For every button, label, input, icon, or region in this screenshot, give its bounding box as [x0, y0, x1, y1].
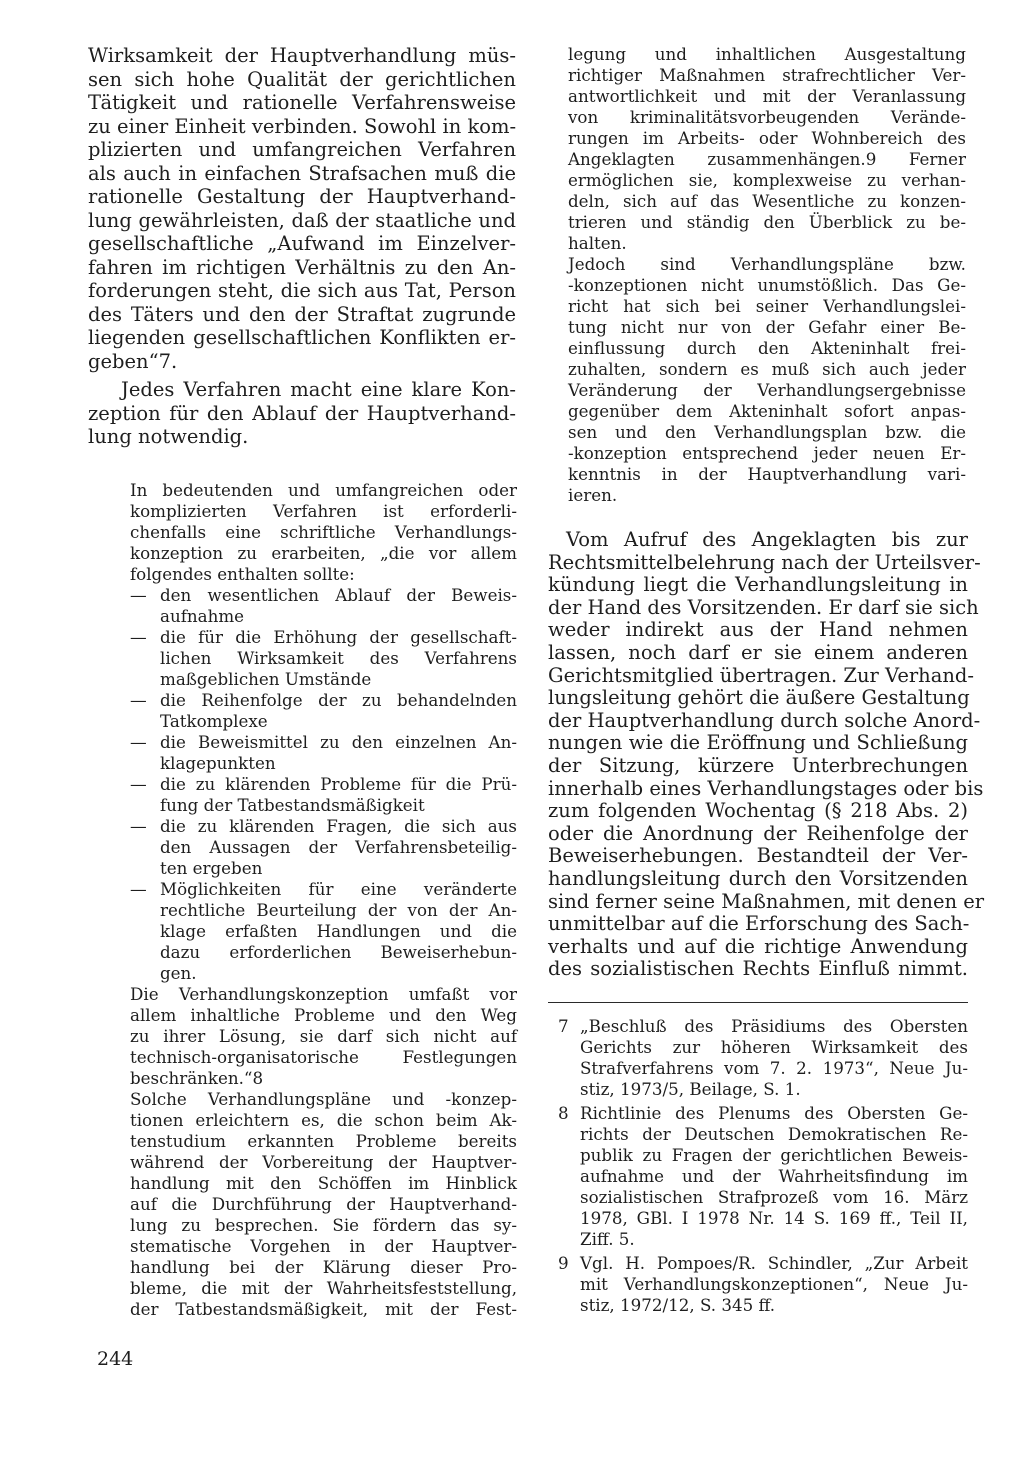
footnote-number: 8	[558, 1103, 569, 1123]
footnote-line: Richtlinie des Plenums des Obersten Ge-	[580, 1103, 968, 1123]
quote-line: während der Vorbereitung der Hauptver-	[130, 1152, 517, 1172]
footnote-line: 1978, GBl. I 1978 Nr. 14 S. 169 ff., Teil II,	[580, 1208, 968, 1228]
intro-paragraph-line: liegenden gesellschaftlichen Konflikten er-	[88, 326, 516, 349]
intro-paragraph-line: als auch in einfachen Strafsachen muß die	[88, 161, 516, 185]
list-item-line: die zu klärenden Probleme für die Prü-	[160, 774, 517, 794]
quote-line: der Tatbestandsmäßigkeit, mit der Fest-	[130, 1299, 517, 1319]
paragraph-line: des sozialistischen Rechts Einfluß nimmt.	[548, 957, 968, 981]
list-item-line: rechtliche Beurteilung der von der An-	[160, 900, 517, 920]
quote-line: folgendes enthalten sollte:	[130, 564, 355, 584]
paragraph-line: unmittelbar auf die Erforschung des Sach-	[548, 912, 970, 936]
list-item-line: klagepunkten	[160, 753, 276, 773]
list-item-line: maßgeblichen Umstände	[160, 669, 372, 689]
paragraph-line: der Sitzung, kürzere Unterbrechungen	[548, 754, 968, 777]
paragraph-line: einflussung durch den Akteninhalt frei-	[568, 338, 966, 358]
quote-line: handlung bei der Klärung dieser Pro-	[130, 1257, 517, 1277]
paragraph-line: trieren und ständig den Überblick zu be-	[568, 212, 966, 232]
paragraph-line: Rechtsmittelbelehrung nach der Urteilsver-	[548, 550, 981, 574]
paragraph-line: legung und inhaltlichen Ausgestaltung	[568, 44, 966, 64]
paragraph-line: ermöglichen sie, komplexweise zu verhan-	[568, 170, 966, 190]
intro-paragraph-line: Tätigkeit und rationelle Verfahrensweise	[88, 91, 516, 114]
paragraph-line: zuhalten, sondern es muß sich auch jeder	[568, 359, 966, 379]
quote-line: auf die Durchführung der Hauptverhand-	[130, 1194, 517, 1214]
footnote-line: Gerichts zur höheren Wirksamkeit des	[580, 1037, 968, 1057]
quote-line: tenstudium erkannten Probleme bereits	[130, 1131, 517, 1151]
footnote-line: Strafverfahrens vom 7. 2. 1973“, Neue Ju-	[580, 1058, 968, 1078]
footnote-line: Vgl. H. Pompoes/R. Schindler, „Zur Arbeit	[580, 1253, 968, 1273]
intro-paragraph-line: des Täters und den der Straftat zugrunde	[88, 302, 516, 326]
quote-line: zu ihrer Lösung, sie darf sich nicht auf	[130, 1026, 517, 1046]
footnote-line: richts der Deutschen Demokratischen Re-	[580, 1124, 968, 1144]
paragraph-line: ieren.	[568, 485, 618, 505]
footnote-line: aufnahme und der Wahrheitsfindung im	[580, 1166, 968, 1186]
paragraph-line: von kriminalitätsvorbeugenden Verände-	[568, 107, 966, 127]
paragraph-line: antwortlichkeit und mit der Veranlassung	[568, 86, 966, 106]
paragraph-line: richtiger Maßnahmen strafrechtlicher Ver-	[568, 65, 966, 85]
intro-paragraph-line: zu einer Einheit verbinden. Sowohl in kom-	[88, 114, 517, 138]
quote-line: allem inhaltliche Probleme und den Weg	[130, 1005, 517, 1025]
footnote-line: stiz, 1972/12, S. 345 ff.	[580, 1295, 776, 1315]
footnote-line: stiz, 1973/5, Beilage, S. 1.	[580, 1079, 801, 1099]
quote-line: tionen erleichtern es, die schon beim Ak-	[130, 1110, 517, 1130]
list-item-line: Tatkomplexe	[160, 711, 268, 731]
list-item-line: lichen Wirksamkeit des Verfahrens	[160, 648, 517, 668]
footnote-separator	[548, 1002, 968, 1003]
list-item-line: aufnahme	[160, 606, 245, 626]
paragraph-line: sen und den Verhandlungsplan bzw. die	[568, 422, 966, 442]
list-item-line: die für die Erhöhung der gesellschaft-	[160, 627, 517, 647]
intro-paragraph-line: gesellschaftliche „Aufwand im Einzelver-	[88, 232, 516, 255]
list-dash: —	[130, 879, 147, 899]
paragraph-line: sind ferner seine Maßnahmen, mit denen er	[548, 889, 985, 913]
paragraph-line: oder die Anordnung der Reihenfolge der	[548, 821, 968, 845]
paragraph-line: gegenüber dem Akteninhalt sofort anpas-	[568, 401, 966, 421]
footnote-line: sozialistischen Strafprozeß vom 16. März	[580, 1187, 968, 1207]
paragraph-line: zum folgenden Wochentag (§ 218 Abs. 2)	[548, 799, 968, 823]
quote-line: konzeption zu erarbeiten, „die vor allem	[130, 543, 517, 563]
paragraph-line: nungen wie die Eröffnung und Schließung	[548, 731, 968, 755]
intro-paragraph-line: fahren im richtigen Verhältnis zu den An-	[88, 255, 516, 279]
paragraph-line: weder indirekt aus der Hand nehmen	[548, 618, 968, 642]
intro-paragraph-line: geben“7.	[88, 349, 178, 373]
list-item-line: klage erfaßten Handlungen und die	[160, 921, 517, 941]
paragraph-line: -konzeptionen nicht unumstößlich. Das Ge-	[568, 275, 966, 295]
footnote-line: mit Verhandlungskonzeptionen“, Neue Ju-	[580, 1274, 968, 1294]
intro-paragraph-line: Wirksamkeit der Hauptverhandlung müs-	[88, 44, 516, 67]
paragraph-line: lungsleitung gehört die äußere Gestaltung	[548, 686, 970, 710]
list-dash: —	[130, 732, 147, 752]
list-item-line: dazu erforderlichen Beweiserhebun-	[160, 942, 517, 962]
paragraph-line: Veränderung der Verhandlungsergebnisse	[568, 380, 966, 400]
quote-line: bleme, die mit der Wahrheitsfeststellung,	[130, 1278, 517, 1298]
quote-line: beschränken.“8	[130, 1068, 264, 1088]
paragraph-line: rungen im Arbeits- oder Wohnbereich des	[568, 128, 966, 148]
list-item-line: Möglichkeiten für eine veränderte	[160, 879, 517, 899]
list-item-line: gen.	[160, 963, 197, 983]
paragraph-line: verhalts und auf die richtige Anwendung	[548, 934, 968, 958]
list-item-line: die zu klärenden Fragen, die sich aus	[160, 816, 517, 836]
footnote-number: 9	[558, 1253, 569, 1273]
paragraph-line: zeption für den Ablauf der Hauptverhand-	[88, 401, 516, 425]
quote-line: chenfalls eine schriftliche Verhandlungs-	[130, 522, 517, 542]
intro-paragraph-line: sen sich hohe Qualität der gerichtlichen	[88, 67, 516, 91]
footnote-line: „Beschluß des Präsidiums des Obersten	[580, 1016, 968, 1036]
paragraph-line: kenntnis in der Hauptverhandlung vari-	[568, 464, 966, 484]
paragraph-line: Jedes Verfahren macht eine klare Kon-	[121, 378, 516, 401]
list-dash: —	[130, 690, 147, 710]
footnote-number: 7	[558, 1016, 569, 1036]
intro-paragraph-line: lung gewährleisten, daß der staatliche und	[88, 208, 516, 232]
paragraph-line: kündung liegt die Verhandlungsleitung in	[548, 573, 968, 597]
paragraph-line: halten.	[568, 233, 627, 253]
list-dash: —	[130, 774, 147, 794]
paragraph-line: Gerichtsmitglied übertragen. Zur Verhand-	[548, 663, 975, 687]
quote-line: handlung mit den Schöffen im Hinblick	[130, 1173, 517, 1193]
quote-line: Die Verhandlungskonzeption umfaßt vor	[130, 984, 517, 1004]
intro-paragraph-line: rationelle Gestaltung der Hauptverhand-	[88, 185, 516, 208]
quote-line: In bedeutenden und umfangreichen oder	[130, 480, 517, 500]
list-dash: —	[130, 627, 147, 647]
quote-line: technisch-organisatorische Festlegungen	[130, 1047, 517, 1067]
paragraph-line: der Hand des Vorsitzenden. Er darf sie sich	[548, 595, 979, 619]
list-item-line: den Aussagen der Verfahrensbeteilig-	[160, 837, 517, 857]
paragraph-line: deln, sich auf das Wesentliche zu konzen-	[568, 191, 966, 211]
list-item-line: den wesentlichen Ablauf der Beweis-	[160, 585, 517, 605]
page-number: 244	[97, 1348, 134, 1370]
paragraph-line: lassen, noch darf er sie einem anderen	[548, 641, 968, 664]
paragraph-line: Jedoch sind Verhandlungspläne bzw.	[568, 254, 966, 274]
paragraph-line: innerhalb eines Verhandlungstages oder bis	[548, 776, 984, 800]
list-dash: —	[130, 816, 147, 836]
quote-line: lung zu besprechen. Sie fördern das sy-	[130, 1215, 517, 1235]
paragraph-line: Vom Aufruf des Angeklagten bis zur	[566, 528, 968, 551]
quote-line: komplizierten Verfahren ist erforderli-	[130, 501, 517, 521]
list-item-line: fung der Tatbestandsmäßigkeit	[160, 795, 425, 815]
paragraph-line: Beweiserhebungen. Bestandteil der Ver-	[548, 844, 968, 868]
paragraph-line: der Hauptverhandlung durch solche Anord-	[548, 708, 981, 732]
quote-line: Solche Verhandlungspläne und -konzep-	[130, 1089, 517, 1109]
intro-paragraph-line: forderungen steht, die sich aus Tat, Person	[88, 279, 516, 302]
paragraph-line: tung nicht nur von der Gefahr einer Be-	[568, 317, 966, 337]
footnote-line: publik zu Fragen der gerichtlichen Beweis-	[580, 1145, 968, 1165]
paragraph-line: Angeklagten zusammenhängen.9 Ferner	[568, 149, 966, 169]
paragraph-line: handlungsleitung durch den Vorsitzenden	[548, 867, 968, 890]
list-item-line: die Reihenfolge der zu behandelnden	[160, 690, 517, 710]
list-dash: —	[130, 585, 147, 605]
footnote-line: Ziff. 5.	[580, 1229, 635, 1249]
quote-line: stematische Vorgehen in der Hauptver-	[130, 1236, 517, 1256]
paragraph-line: -konzeption entsprechend jeder neuen Er-	[568, 443, 966, 463]
list-item-line: ten ergeben	[160, 858, 263, 878]
paragraph-line: lung notwendig.	[88, 425, 249, 448]
list-item-line: die Beweismittel zu den einzelnen An-	[160, 732, 517, 752]
intro-paragraph-line: plizierten und umfangreichen Verfahren	[88, 138, 516, 161]
paragraph-line: richt hat sich bei seiner Verhandlungslei-	[568, 296, 966, 316]
